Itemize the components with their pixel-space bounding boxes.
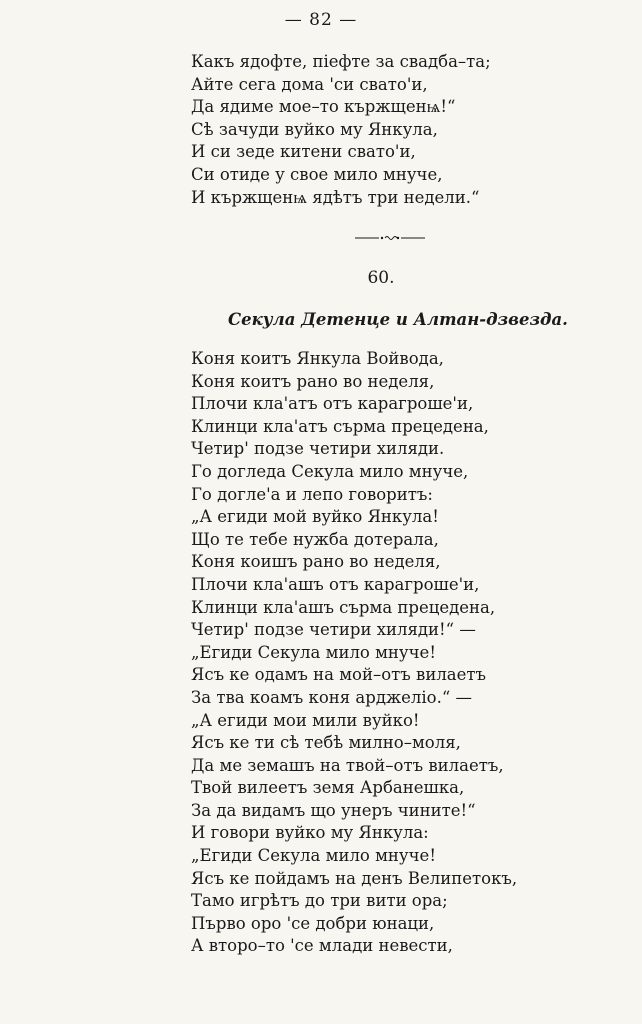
verse-line: Го доглeда Секула мило мнуче, — [191, 461, 469, 481]
verse-line: Айте сега дома 'си свато'и, — [191, 74, 428, 94]
verse-line: За тва коамъ коня арджелiо.“ — — [191, 687, 473, 707]
previous-song-ending — [191, 51, 611, 209]
verse-line: И говори вуйко му Янкула: — [191, 823, 429, 843]
verse-line: Какъ ядофте, пiефте за свадба–та; — [191, 52, 491, 71]
verse-line: Що те тебе нужба дотерала, — [191, 529, 439, 549]
verse-line: За да видамъ що унеръ чините!“ — [191, 800, 476, 820]
ornament-divider — [355, 234, 425, 242]
verse-line: Ясъ ке одамъ на мой–отъ вилаетъ — [191, 665, 487, 685]
verse-line: „Егиди Секула мило мнуче! — [191, 642, 436, 662]
verse-line: Клинци кла'атъ сърма прецедена, — [191, 416, 489, 436]
verse-line: „А егиди мой вуйко Янкула! — [191, 507, 439, 527]
verse-line: И си зеде китени свато'и, — [191, 142, 416, 162]
page-number: — 82 — — [284, 10, 358, 30]
verse-line: Твой вилеетъ земя Арбанешка, — [191, 778, 465, 798]
verse-line: Четир' подзе четири хиляди. — [191, 439, 445, 459]
verse-line: Да ядиме мое–то кържщенѩ!“ — [191, 97, 456, 117]
verse-line: И кържщенѩ ядѣтъ три недели.“ — [191, 187, 480, 207]
verse-line: Сѣ зачуди вуйко му Янкула, — [191, 119, 438, 139]
verse-line: Ясъ ке пойдамъ на денъ Велипетокъ, — [191, 868, 518, 888]
song-title: Секула Детенце и Алтан-дзвезда. — [228, 310, 568, 329]
verse-line: Го догле'а и лепо говоритъ: — [191, 484, 433, 504]
verse-line: Плочи кла'ашъ отъ карагроше'и, — [191, 574, 480, 594]
verse-line: Четир' подзе четири хиляди!“ — — [191, 620, 476, 640]
verse-line: Коня коишъ рано во неделя, — [191, 552, 441, 572]
verse-line: Тамо игрѣтъ до три вити ора; — [191, 891, 448, 911]
verse-line: Си отиде у свое мило мнуче, — [191, 164, 443, 184]
verse-line: Плочи кла'атъ отъ карагроше'и, — [191, 394, 474, 414]
verse-line: Първо оро 'се добри юнаци, — [191, 913, 435, 933]
verse-line: Да ме земашъ на твой–отъ вилаетъ, — [191, 755, 504, 775]
song-verses — [191, 348, 611, 958]
verse-line: Коня коитъ рано во неделя, — [191, 371, 435, 391]
verse-line: Ясъ ке ти сѣ тебѣ милно–моля, — [191, 733, 461, 753]
verse-line: „А егиди мои мили вуйко! — [191, 710, 420, 730]
verse-line: Клинци кла'ашъ сърма прецедена, — [191, 597, 496, 617]
verse-line: „Егиди Секула мило мнуче! — [191, 846, 436, 866]
verse-line: Коня коитъ Янкула Войвода, — [191, 349, 444, 368]
verse-line: А второ–то 'се млади невести, — [191, 936, 453, 956]
song-number: 60. — [367, 268, 395, 288]
